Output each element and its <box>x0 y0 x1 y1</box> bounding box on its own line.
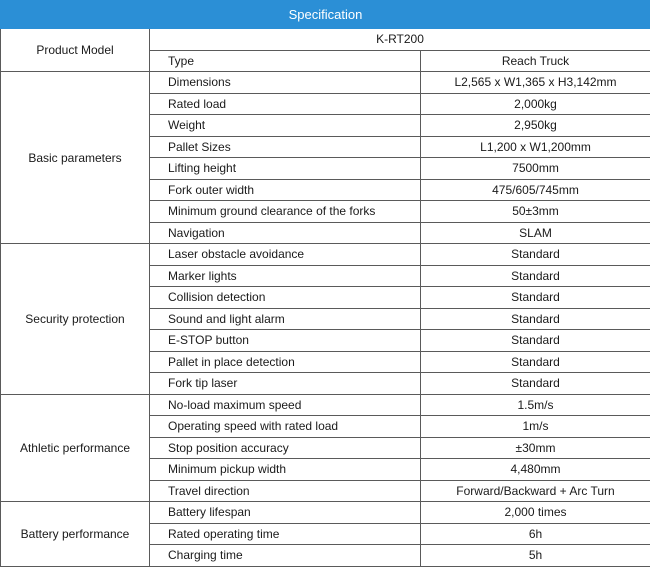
product-model-value: K-RT200 <box>150 29 650 51</box>
type-value: Reach Truck <box>421 50 650 72</box>
spec-value: 2,950kg <box>421 115 650 137</box>
spec-label: Dimensions <box>150 72 421 94</box>
spec-value: Standard <box>421 287 650 309</box>
spec-value: L1,200 x W1,200mm <box>421 136 650 158</box>
category-label: Security protection <box>1 244 150 395</box>
spec-label: Rated operating time <box>150 523 421 545</box>
table-row <box>1 244 650 266</box>
spec-label: Laser obstacle avoidance <box>150 244 421 266</box>
spec-label: Sound and light alarm <box>150 308 421 330</box>
spec-value: 1m/s <box>421 416 650 438</box>
spec-value: Forward/Backward + Arc Turn <box>421 480 650 502</box>
category-label: Battery performance <box>1 502 150 567</box>
spec-label: Collision detection <box>150 287 421 309</box>
spec-value: 1.5m/s <box>421 394 650 416</box>
spec-value: 7500mm <box>421 158 650 180</box>
spec-value: 5h <box>421 545 650 567</box>
spec-label: No-load maximum speed <box>150 394 421 416</box>
spec-value: 2,000kg <box>421 93 650 115</box>
spec-label: Marker lights <box>150 265 421 287</box>
spec-label: Stop position accuracy <box>150 437 421 459</box>
spec-value: Standard <box>421 265 650 287</box>
spec-value: 50±3mm <box>421 201 650 223</box>
spec-label: Pallet Sizes <box>150 136 421 158</box>
table-row <box>1 72 650 94</box>
spec-value: 6h <box>421 523 650 545</box>
type-label: Type <box>150 50 421 72</box>
header-row <box>1 1 650 29</box>
spec-label: Pallet in place detection <box>150 351 421 373</box>
spec-value: ±30mm <box>421 437 650 459</box>
table-row <box>1 502 650 524</box>
product-model-label: Product Model <box>1 29 150 72</box>
spec-label: Lifting height <box>150 158 421 180</box>
spec-label: Travel direction <box>150 480 421 502</box>
spec-value: 475/605/745mm <box>421 179 650 201</box>
spec-label: Battery lifespan <box>150 502 421 524</box>
spec-value: Standard <box>421 244 650 266</box>
spec-label: Operating speed with rated load <box>150 416 421 438</box>
spec-label: Navigation <box>150 222 421 244</box>
spec-label: Fork outer width <box>150 179 421 201</box>
spec-label: Rated load <box>150 93 421 115</box>
table-row <box>1 394 650 416</box>
spec-label: Charging time <box>150 545 421 567</box>
spec-label: Weight <box>150 115 421 137</box>
spec-label: Minimum pickup width <box>150 459 421 481</box>
spec-value: 4,480mm <box>421 459 650 481</box>
spec-value: Standard <box>421 308 650 330</box>
spec-value: Standard <box>421 373 650 395</box>
spec-value: L2,565 x W1,365 x H3,142mm <box>421 72 650 94</box>
spec-label: E-STOP button <box>150 330 421 352</box>
spec-label: Fork tip laser <box>150 373 421 395</box>
category-label: Basic parameters <box>1 72 150 244</box>
spec-value: 2,000 times <box>421 502 650 524</box>
spec-label: Minimum ground clearance of the forks <box>150 201 421 223</box>
spec-value: SLAM <box>421 222 650 244</box>
spec-value: Standard <box>421 330 650 352</box>
model-row <box>1 29 650 51</box>
category-label: Athletic performance <box>1 394 150 502</box>
spec-value: Standard <box>421 351 650 373</box>
table-title: Specification <box>1 1 650 29</box>
